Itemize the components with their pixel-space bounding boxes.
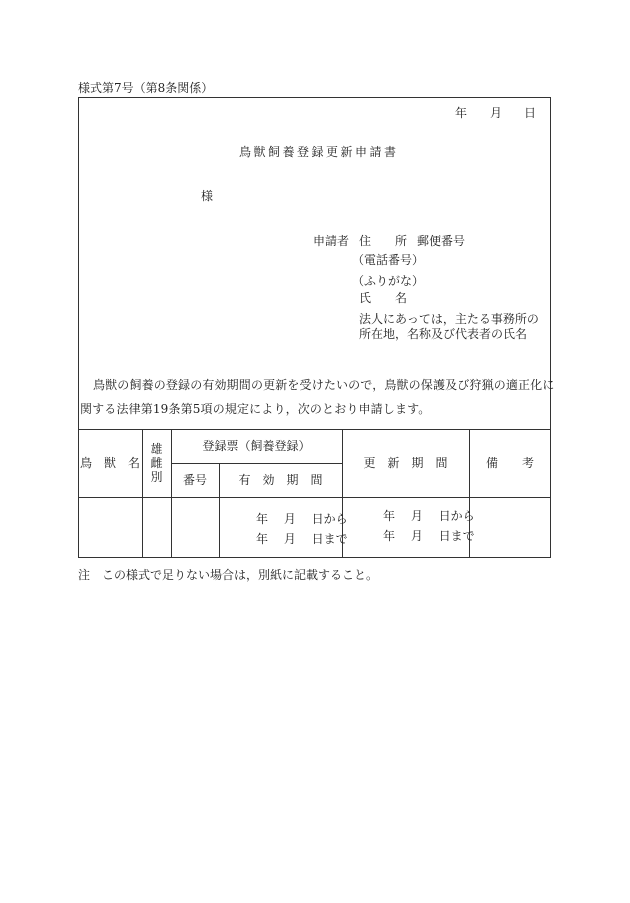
form-number: 様式第7号（第8条関係） (78, 81, 214, 95)
body-text-line1: 鳥獣の飼養の登録の有効期間の更新を受けたいので，鳥獣の保護及び狩猟の適正化に (93, 378, 555, 392)
name-label[interactable]: 氏 名 (359, 291, 408, 305)
header-sex (142, 429, 171, 497)
header-sex-line2: 雌 (150, 456, 163, 470)
header-sex-line3: 別 (150, 470, 163, 484)
cell-sex[interactable] (142, 497, 171, 558)
date-year[interactable]: 年 (455, 106, 468, 120)
date-month[interactable]: 月 (490, 106, 503, 120)
corp-note-line2: 所在地，名称及び代表者の氏名 (359, 327, 528, 341)
renewal-from[interactable]: 年 月 日から (383, 509, 475, 523)
header-registration: 登録票（飼養登録） (202, 439, 311, 453)
validity-from[interactable]: 年 月 日から (256, 512, 348, 526)
header-remarks: 備 考 (485, 456, 534, 470)
header-species: 鳥 獣 名 (79, 456, 140, 470)
form-title: 鳥獣飼養登録更新申請書 (239, 145, 399, 159)
header-validity: 有 効 期 間 (238, 473, 323, 487)
validity-to[interactable]: 年 月 日まで (256, 532, 348, 546)
cell-number[interactable] (171, 497, 219, 558)
phone-label[interactable]: （電話番号） (352, 253, 425, 267)
cell-species[interactable] (78, 497, 142, 558)
header-renewal: 更 新 期 間 (363, 456, 448, 470)
date-day[interactable]: 日 (524, 106, 537, 120)
header-sex-line1: 雄 (150, 442, 163, 456)
furigana-label[interactable]: （ふりがな） (352, 274, 425, 288)
corp-note-line1: 法人にあっては，主たる事務所の (359, 312, 539, 326)
header-number: 番号 (182, 473, 207, 487)
footnote: 注 この様式で足りない場合は，別紙に記載すること。 (78, 568, 379, 582)
postal-code-label[interactable]: 郵便番号 (417, 234, 466, 248)
applicant-label: 申請者 (313, 234, 350, 248)
renewal-to[interactable]: 年 月 日まで (383, 529, 475, 543)
addressee-suffix[interactable]: 様 (201, 189, 214, 203)
cell-remarks[interactable] (469, 497, 551, 558)
body-text-line2: 関する法律第19条第5項の規定により，次のとおり申請します。 (80, 402, 431, 416)
address-label[interactable]: 住 所 (359, 234, 408, 248)
